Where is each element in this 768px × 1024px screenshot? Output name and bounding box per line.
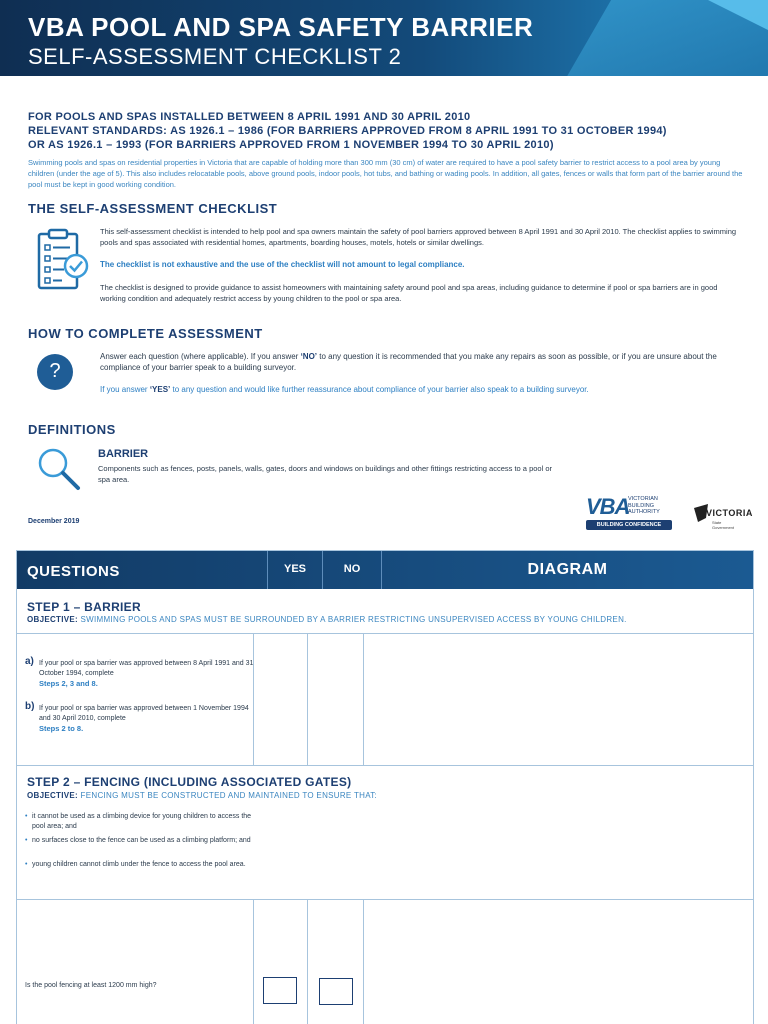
step-2-objective [27, 791, 377, 800]
checklist-paragraph-1: This self-assessment checklist is intended to help pool and spa owners maintain the safety of pool barriers approved between 8 April 1991 and 30 April 2010. The checklist applies to swimming pools and spas associated with residential homes, apartments, boarding houses, motels, hotels or similar dwellings. [100, 227, 737, 247]
step-1-objective-text: SWIMMING POOLS AND SPAS MUST BE SURROUNDED BY A BARRIER RESTRICTING UNSUPERVISED ACCESS BY YOUNG CHILDREN. [78, 615, 627, 624]
vba-logo-tagline: BUILDING CONFIDENCE [586, 520, 672, 530]
step-2-question: Is the pool fencing at least 1200 mm high? [25, 982, 157, 989]
questions-table [16, 550, 754, 1024]
clipboard-check-icon [36, 228, 90, 292]
row-divider [17, 633, 753, 634]
step-1-item-a [25, 656, 260, 689]
bullet-dot-icon: • [25, 861, 28, 868]
vba-logo [586, 494, 676, 532]
row-divider [17, 765, 753, 766]
vba-name-line-3: AUTHORITY [628, 509, 660, 515]
how-p1-start: Answer each question (where applicable). If you answer [100, 352, 301, 361]
definitions-section-title: DEFINITIONS [28, 422, 116, 437]
vic-sub-line-2: Government [712, 525, 735, 530]
intro-line-2: RELEVANT STANDARDS: AS 1926.1 – 1986 (FOR BARRIERS APPROVED FROM 8 APRIL 1991 TO 31 OCTOBER 1994) [28, 125, 667, 137]
bullet-text: it cannot be used as a climbing device for young children to access the pool area; and [32, 813, 252, 830]
item-text: If your pool or spa barrier was approved between 8 April 1991 and 31 October 1994, complete [39, 660, 254, 677]
item-steps: Steps 2 to 8. [39, 724, 84, 733]
victoria-government-logo [694, 500, 754, 532]
column-divider [253, 899, 254, 1024]
step-2-bullet [25, 836, 255, 846]
bullet-dot-icon: • [25, 813, 28, 820]
checklist-disclaimer: The checklist is not exhaustive and the use of the checklist will not amount to legal compliance. [100, 260, 465, 269]
how-p2-start: If you answer [100, 385, 150, 394]
step-1-objective [27, 615, 627, 624]
header-no: NO [343, 563, 361, 575]
column-divider [363, 633, 364, 765]
header-diagram: DIAGRAM [527, 561, 608, 578]
step-2-bullet [25, 812, 255, 832]
no-checkbox[interactable] [319, 978, 353, 1005]
vba-name-line-2: BUILDING [628, 502, 654, 509]
document-title: VBA POOL AND SPA SAFETY BARRIER [28, 12, 534, 42]
bullet-dot-icon: • [25, 837, 28, 844]
item-text: If your pool or spa barrier was approved between 1 November 1994 and 30 April 2010, complete [39, 705, 249, 722]
checklist-section-title: THE SELF-ASSESSMENT CHECKLIST [28, 201, 278, 216]
column-divider [307, 899, 308, 1024]
vba-name-line-1: VICTORIAN [628, 496, 658, 502]
how-section-title: HOW TO COMPLETE ASSESSMENT [28, 326, 263, 341]
victoria-logo-word: VICTORIA [706, 508, 753, 518]
column-divider [363, 899, 364, 1024]
item-letter: b) [25, 701, 35, 712]
document-subtitle: SELF-ASSESSMENT CHECKLIST 2 [28, 44, 402, 69]
how-paragraph-2 [100, 385, 589, 394]
victoria-logo-sub [712, 520, 734, 530]
intro-line-1: FOR POOLS AND SPAS INSTALLED BETWEEN 8 APRIL 1991 AND 30 APRIL 2010 [28, 111, 471, 123]
vic-sub-line-1: State [712, 520, 722, 525]
question-mark-icon [36, 353, 74, 391]
how-p1-end: to any question it is recommended that you make any repairs as soon as possible, or if you are unsure about the compliance of your barrier speak to a building surveyor. [100, 352, 717, 372]
step-2-objective-label: OBJECTIVE: [27, 791, 79, 800]
vba-logo-name [628, 496, 660, 516]
item-letter: a) [25, 656, 34, 667]
step-1-item-b [25, 701, 260, 734]
yes-checkbox[interactable] [263, 977, 297, 1004]
step-1-objective-label: OBJECTIVE: [27, 615, 79, 624]
question-mark-glyph: ? [49, 360, 61, 382]
header-banner [0, 0, 768, 76]
step-2-objective-text: FENCING MUST BE CONSTRUCTED AND MAINTAINED TO ENSURE THAT: [78, 791, 378, 800]
column-divider [253, 633, 254, 765]
how-no-keyword: ‘NO’ [300, 352, 318, 361]
intro-heading [28, 110, 748, 152]
step-2-title: STEP 2 – FENCING (INCLUDING ASSOCIATED GATES) [27, 775, 352, 789]
header-questions: QUESTIONS [27, 563, 120, 580]
row-divider [17, 899, 753, 900]
magnifier-icon [36, 446, 82, 492]
how-p2-end: to any question and would like further reassurance about compliance of your barrier also speak to a building surveyor. [170, 385, 589, 394]
header-divider [267, 551, 268, 589]
how-yes-keyword: ‘YES’ [149, 385, 171, 394]
table-header [17, 551, 753, 589]
intro-line-3: OR AS 1926.1 – 1993 (FOR BARRIERS APPROVED FROM 1 NOVEMBER 1994 TO 30 APRIL 2010) [28, 139, 554, 151]
definition-term-barrier: BARRIER [98, 448, 149, 460]
step-1-title: STEP 1 – BARRIER [27, 600, 141, 614]
checklist-paragraph-2: The checklist is designed to provide guidance to assist homeowners with maintaining safety around pool and spa areas, including guidance to determine if pool or spa barriers are in good working condition and adequately restrict access by young children to the pool or spa area. [100, 283, 718, 303]
bullet-text: no surfaces close to the fence can be used as a climbing platform; and [32, 837, 251, 844]
intro-body: Swimming pools and spas on residential properties in Victoria that are capable of holding more than 300 mm (30 cm) of water are required to have a pool safety barrier to restrict access to a pool area by young children (under the age of 5). This also includes relocatable pools, above ground pools, indoor pools, hot tubs, and bathing or wading pools. In addition, all gates, fences or walls that form part of the barrier around the pool must be kept in good working condition. [28, 158, 743, 189]
bullet-text: young children cannot climb under the fence to access the pool area. [32, 861, 246, 868]
column-divider [307, 633, 308, 765]
definition-text-barrier: Components such as fences, posts, panels, walls, gates, doors and windows on buildings and other fittings restricting access to a pool or spa area. [98, 464, 552, 484]
header-yes: YES [283, 563, 306, 575]
vba-logo-letters: VBA [586, 494, 630, 519]
how-paragraph-1 [100, 352, 720, 373]
publication-date: December 2019 [28, 518, 80, 525]
item-steps: Steps 2, 3 and 8. [39, 679, 98, 688]
step-2-bullet [25, 860, 255, 870]
